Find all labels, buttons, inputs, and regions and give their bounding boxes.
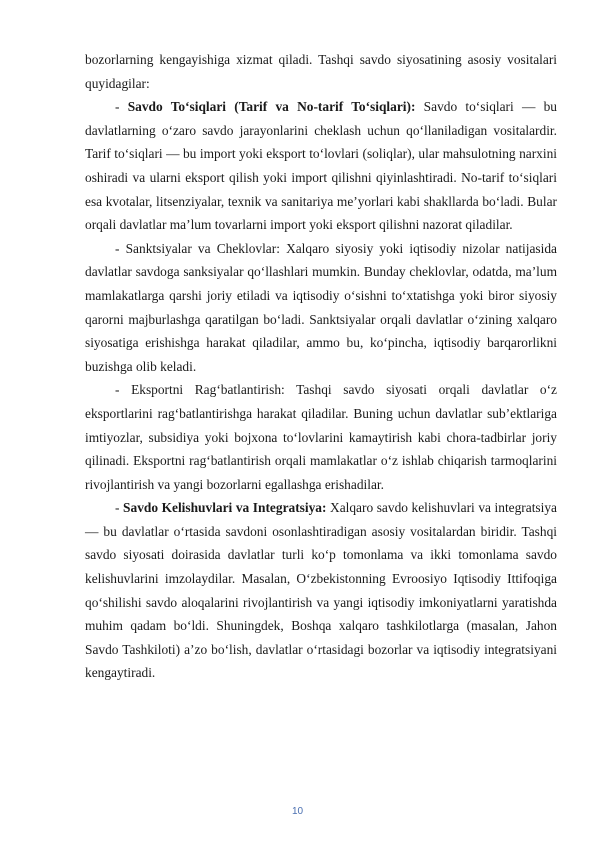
item-heading: Savdo To‘siqlari (Tarif va No-tarif To‘siqlari): bbox=[127, 99, 416, 115]
intro-paragraph: bozorlarning kengayishiga xizmat qiladi. Tashqi savdo siyosatining asosiy vositalari quyidagilar: bbox=[85, 52, 557, 91]
item-text: Eksportni Rag‘batlantirish: Tashqi savdo siyosati orqali davlatlar o‘z eksportlarini rag‘batlantirishga harakat qiladilar. Buning uchun davlatlar sub’ektlariga imtiyozlar, subsidiya yoki bojxona to‘lovlarini kamaytirish kabi chora-tadbirlar joriy qilinadi. Eksportni rag‘batlantirish orqali mamlakatlar o‘z ishlab chiqarish tarmoqlarini rivojlantirish va yangi bozorlarni egallashga erishadilar. bbox=[85, 382, 557, 492]
list-item-trade-barriers bbox=[85, 95, 557, 237]
item-text: Savdo to‘siqlari — bu davlatlarning o‘zaro savdo jarayonlarini cheklash uchun qo‘llaniladigan vositalardir. Tarif to‘siqlari — bu import yoki eksport to‘lovlari (soliqlar), ular mahsulotning narxini oshiradi va ularni eksport qilish yoki import qilishni qiyinlashtiradi. No-tarif to‘siqlari esa kvotalar, litsenziyalar, texnik va sanitariya me’yorlari kabi shakllarda bo‘ladi. Bular orqali davlatlar ma’lum tovarlarni import yoki eksport qilishni nazorat qiladilar. bbox=[85, 99, 557, 233]
list-item-sanctions bbox=[85, 237, 557, 379]
list-dash: - bbox=[115, 500, 120, 516]
list-item-export-promotion bbox=[85, 378, 557, 496]
item-text: Xalqaro savdo kelishuvlari va integratsiya — bu davlatlar o‘rtasida savdoni osonlashtiradigan asosiy vositalardan biridir. Tashqi savdo siyosati doirasida davlatlar turli ko‘p tomonlama va ikki tomonlama savdo kelishuvlarini imzolaydilar. Masalan, O‘zbekistonning Evroosiyo Iqtisodiy Ittifoqiga qo‘shilishi savdo aloqalarini rivojlantirish va yangi iqtisodiy imkoniyatlarni yaratishda muhim qadam bo‘ldi. Shuningdek, Boshqa xalqaro tashkilotlarga (masalan, Jahon Savdo Tashkiloti) a’zo bo‘lish, davlatlar o‘rtasidagi bozorlar va iqtisodiy integratsiyani kengaytiradi. bbox=[85, 500, 557, 681]
list-dash: - bbox=[115, 382, 120, 398]
item-text: Sanktsiyalar va Cheklovlar: Xalqaro siyosiy yoki iqtisodiy nizolar natijasida davlatlar savdoga sanksiyalar qo‘llashlari mumkin. Bunday cheklovlar, odatda, ma’lum mamlakatlarga qarshi joriy etiladi va iqtisodiy o‘sishni to‘xtatishga yoki biror siyosiy qarorni majburlashga qaratilgan bo‘ladi. Sanktsiyalar orqali davlatlar o‘zining xalqaro siyosatiga erishishga harakat qiladilar, ammo bu, ko‘pincha, iqtisodiy barqarorlikni buzishga olib keladi. bbox=[85, 240, 557, 374]
list-dash: - bbox=[115, 240, 120, 256]
item-heading: Savdo Kelishuvlari va Integratsiya: bbox=[123, 500, 327, 516]
document-body bbox=[85, 48, 557, 685]
page-number: 10 bbox=[291, 806, 304, 817]
list-item-trade-agreements bbox=[85, 496, 557, 685]
list-dash: - bbox=[115, 99, 120, 115]
